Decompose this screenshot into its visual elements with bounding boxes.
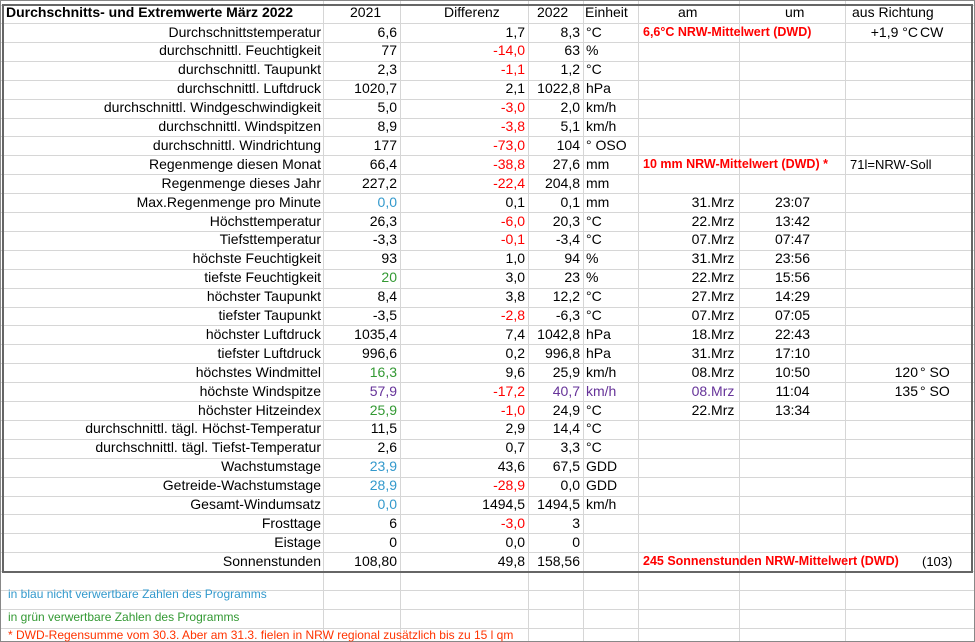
value-2021[interactable]: 108,80: [354, 552, 397, 569]
row-label: höchster Luftdruck: [205, 325, 321, 342]
value-2022[interactable]: 14,4: [552, 420, 580, 437]
value-time: 15:56: [774, 269, 811, 286]
row-label: durchschnittl. tägl. Tiefst-Temperatur: [95, 439, 321, 456]
value-unit: °C: [586, 401, 602, 418]
value-time: 14:29: [774, 288, 811, 305]
value-2022[interactable]: 67,5: [552, 458, 580, 475]
row-label: höchstes Windmittel: [195, 363, 321, 380]
value-2021[interactable]: 996,6: [361, 344, 397, 361]
value-2022[interactable]: 0,1: [560, 193, 580, 210]
footnote: in blau nicht verwertbare Zahlen des Programms: [8, 587, 267, 601]
value-unit: km/h: [586, 363, 617, 380]
value-direction-text: CW: [920, 23, 944, 40]
value-direction-text: ° SO: [920, 363, 950, 380]
value-2022[interactable]: 0: [572, 533, 580, 550]
row-label: Tiefsttemperatur: [219, 231, 321, 248]
row-label: tiefste Feuchtigkeit: [204, 269, 321, 286]
value-2022[interactable]: 158,56: [537, 552, 580, 569]
header-dir: aus Richtung: [852, 4, 934, 20]
value-2021[interactable]: 11,5: [370, 420, 397, 437]
value-time: 07:47: [774, 231, 811, 248]
row-label: durchschnittl. tägl. Höchst-Temperatur: [85, 420, 321, 437]
value-2021[interactable]: 20: [381, 269, 397, 286]
value-unit: mm: [586, 155, 610, 172]
value-direction-text: ° SO: [920, 382, 950, 399]
value-2022[interactable]: 24,9: [552, 401, 580, 418]
value-2021[interactable]: 1020,7: [354, 80, 397, 97]
value-unit: mm: [586, 174, 610, 191]
value-unit: hPa: [586, 344, 611, 361]
value-2022[interactable]: 204,8: [544, 174, 580, 191]
header-y2021: 2021: [350, 4, 382, 20]
value-difference[interactable]: -0,1: [500, 231, 525, 248]
row-label: Max.Regenmenge pro Minute: [136, 193, 321, 210]
value-difference[interactable]: -3,8: [500, 118, 525, 134]
value-2022[interactable]: -3,4: [555, 231, 580, 248]
value-2021[interactable]: 93: [381, 250, 397, 267]
value-unit: °C: [586, 288, 602, 305]
row-label: Eistage: [274, 533, 321, 550]
value-unit: km/h: [586, 99, 617, 116]
value-2022[interactable]: 5,1: [560, 118, 580, 134]
value-2022[interactable]: 20,3: [552, 212, 580, 229]
value-difference[interactable]: -6,0: [500, 212, 525, 229]
value-2022[interactable]: 0,0: [560, 477, 580, 494]
row-label: Wachstumstage: [221, 458, 321, 475]
reference-note: 245 Sonnenstunden NRW-Mittelwert (DWD): [643, 553, 899, 568]
value-date: 31.Mrz: [691, 193, 735, 210]
value-2021[interactable]: 8,4: [377, 288, 397, 305]
value-unit: mm: [586, 193, 610, 210]
value-direction-text: 71l=NRW-Soll: [850, 156, 932, 172]
value-2021[interactable]: 0: [389, 533, 397, 550]
value-date: 08.Mrz: [691, 363, 735, 380]
value-time: 13:34: [774, 401, 811, 418]
value-difference[interactable]: 0,0: [505, 533, 525, 550]
row-label: höchster Taupunkt: [206, 288, 321, 305]
value-2021[interactable]: 8,9: [377, 118, 397, 134]
value-2021[interactable]: 23,9: [369, 458, 397, 475]
value-2022[interactable]: 1494,5: [537, 496, 580, 512]
value-time: 23:07: [774, 193, 811, 210]
value-unit: GDD: [586, 458, 618, 475]
value-2021[interactable]: 25,9: [369, 401, 397, 418]
value-2021[interactable]: 57,9: [369, 382, 397, 399]
value-direction-text: (103): [922, 553, 953, 569]
value-2022[interactable]: 25,9: [552, 363, 580, 380]
row-label: Gesamt-Windumsatz: [190, 496, 321, 512]
value-difference[interactable]: -22,4: [493, 174, 525, 191]
value-2021[interactable]: 227,2: [361, 174, 397, 191]
value-2021[interactable]: -3,5: [372, 307, 397, 323]
value-date: 22.Mrz: [691, 212, 735, 229]
value-2021[interactable]: -3,3: [372, 231, 397, 248]
value-2022[interactable]: 8,3: [560, 23, 580, 40]
value-2021[interactable]: 66,4: [369, 155, 397, 172]
value-date: 22.Mrz: [691, 269, 735, 286]
reference-note: 10 mm NRW-Mittelwert (DWD) *: [643, 156, 828, 171]
row-label: Regenmenge diesen Monat: [148, 155, 321, 172]
value-2022[interactable]: 1,2: [560, 61, 580, 78]
value-2022[interactable]: 12,2: [552, 288, 580, 305]
value-2021[interactable]: 16,3: [369, 363, 397, 380]
value-2022[interactable]: 3,3: [560, 439, 580, 456]
value-2021[interactable]: 2,6: [377, 439, 397, 456]
value-difference[interactable]: -17,2: [493, 382, 525, 399]
row-label: durchschnittl. Luftdruck: [177, 80, 321, 97]
row-label: Höchsttemperatur: [209, 212, 321, 229]
value-time: 10:50: [774, 363, 811, 380]
value-2021[interactable]: 6,6: [377, 23, 397, 40]
value-unit: ° OSO: [586, 136, 627, 153]
value-date: 07.Mrz: [691, 307, 735, 323]
value-unit: %: [586, 42, 599, 59]
value-date: 08.Mrz: [691, 382, 735, 399]
value-time: 07:05: [774, 307, 811, 323]
value-2021[interactable]: 1035,4: [354, 325, 397, 342]
value-difference[interactable]: 1,7: [505, 23, 525, 40]
value-time: 22:43: [774, 325, 811, 342]
row-label: Regenmenge dieses Jahr: [161, 174, 321, 191]
value-difference[interactable]: -3,0: [500, 514, 525, 531]
value-2021[interactable]: 5,0: [377, 99, 397, 116]
row-label: durchschnittl. Taupunkt: [178, 61, 321, 78]
value-2021[interactable]: 77: [381, 42, 397, 59]
value-difference[interactable]: -28,9: [493, 477, 525, 494]
row-label: durchschnittl. Windspitzen: [158, 118, 321, 134]
value-2021[interactable]: 177: [373, 136, 397, 153]
value-2021[interactable]: 0,0: [377, 496, 397, 512]
value-direction-number: +1,9 °C: [870, 23, 918, 40]
value-unit: °C: [586, 231, 602, 248]
footnote: * DWD-Regensumme vom 30.3. Aber am 31.3. fielen in NRW regional zusätzlich bis zu 15 l qm: [8, 628, 514, 642]
value-unit: %: [586, 250, 599, 267]
value-2022[interactable]: 23: [564, 269, 580, 286]
sheet-title: Durchschnitts- und Extremwerte März 2022: [6, 4, 294, 20]
header-um: um: [785, 4, 805, 20]
value-unit: °C: [586, 420, 602, 437]
row-label: Sonnenstunden: [222, 552, 321, 569]
value-2021[interactable]: 6: [389, 514, 397, 531]
value-difference[interactable]: 3,8: [505, 288, 525, 305]
value-2022[interactable]: 94: [564, 250, 580, 267]
value-2022[interactable]: 2,0: [560, 99, 580, 116]
value-difference[interactable]: 1494,5: [482, 496, 525, 512]
row-label: höchste Feuchtigkeit: [192, 250, 321, 267]
value-date: 22.Mrz: [691, 401, 735, 418]
value-difference[interactable]: 0,1: [505, 193, 525, 210]
value-difference[interactable]: -3,0: [500, 99, 525, 116]
value-2021[interactable]: 2,3: [377, 61, 397, 78]
value-time: 23:56: [774, 250, 811, 267]
value-difference[interactable]: -73,0: [493, 136, 525, 153]
value-unit: °C: [586, 307, 602, 323]
value-date: 07.Mrz: [691, 231, 735, 248]
value-difference[interactable]: 9,6: [505, 363, 525, 380]
row-label: tiefster Taupunkt: [218, 307, 321, 323]
header-diff: Differenz: [444, 4, 500, 20]
value-2022[interactable]: 1022,8: [537, 80, 580, 97]
value-date: 31.Mrz: [691, 344, 735, 361]
value-time: 13:42: [774, 212, 811, 229]
value-2022[interactable]: -6,3: [555, 307, 580, 323]
value-difference[interactable]: -1,1: [500, 61, 525, 78]
value-2022[interactable]: 40,7: [552, 382, 580, 399]
footnote: in grün verwertbare Zahlen des Programms: [8, 610, 240, 624]
value-difference[interactable]: 49,8: [497, 552, 525, 569]
value-difference[interactable]: 43,6: [497, 458, 525, 475]
value-difference[interactable]: 2,1: [505, 80, 525, 97]
value-difference[interactable]: -1,0: [500, 401, 525, 418]
value-difference[interactable]: 0,2: [505, 344, 525, 361]
value-unit: km/h: [586, 496, 617, 512]
value-2022[interactable]: 3: [572, 514, 580, 531]
value-2021[interactable]: 0,0: [377, 193, 397, 210]
value-difference[interactable]: 0,7: [505, 439, 525, 456]
header-unit: Einheit: [585, 4, 628, 20]
value-2021[interactable]: 26,3: [369, 212, 397, 229]
value-unit: °C: [586, 61, 602, 78]
value-difference[interactable]: 1,0: [505, 250, 525, 267]
value-date: 18.Mrz: [691, 325, 735, 342]
value-difference[interactable]: 2,9: [505, 420, 525, 437]
header-am: am: [678, 4, 698, 20]
row-label: höchster Hitzeindex: [198, 401, 321, 418]
row-label: Durchschnittstemperatur: [168, 23, 321, 40]
row-label: Getreide-Wachstumstage: [162, 477, 321, 494]
value-2021[interactable]: 28,9: [369, 477, 397, 494]
value-unit: °C: [586, 212, 602, 229]
value-time: 17:10: [774, 344, 811, 361]
value-2022[interactable]: 1042,8: [537, 325, 580, 342]
row-label: durchschnittl. Windrichtung: [152, 136, 321, 153]
value-unit: km/h: [586, 382, 617, 399]
value-2022[interactable]: 27,6: [552, 155, 580, 172]
reference-note: 6,6°C NRW-Mittelwert (DWD): [643, 24, 812, 39]
value-2022[interactable]: 104: [556, 136, 580, 153]
row-label: höchste Windspitze: [199, 382, 321, 399]
value-date: 27.Mrz: [691, 288, 735, 305]
value-difference[interactable]: 3,0: [505, 269, 525, 286]
value-unit: hPa: [586, 325, 611, 342]
value-direction-number: 135: [894, 382, 918, 399]
value-unit: %: [586, 269, 599, 286]
value-date: 31.Mrz: [691, 250, 735, 267]
row-label: tiefster Luftdruck: [217, 344, 321, 361]
value-2022[interactable]: 996,8: [544, 344, 580, 361]
header-y2022: 2022: [537, 4, 569, 20]
value-unit: GDD: [586, 477, 618, 494]
row-label: durchschnittl. Windgeschwindigkeit: [103, 99, 321, 116]
value-difference[interactable]: 7,4: [505, 325, 525, 342]
value-unit: km/h: [586, 118, 617, 134]
value-direction-number: 120: [894, 363, 918, 380]
value-unit: °C: [586, 439, 602, 456]
value-2022[interactable]: 63: [564, 42, 580, 59]
row-label: durchschnittl. Feuchtigkeit: [159, 42, 321, 59]
value-time: 11:04: [775, 382, 810, 399]
value-unit: °C: [586, 23, 602, 40]
row-label: Frosttage: [261, 514, 321, 531]
value-unit: hPa: [586, 80, 611, 97]
value-difference[interactable]: -14,0: [493, 42, 525, 59]
value-difference[interactable]: -2,8: [500, 307, 525, 323]
value-difference[interactable]: -38,8: [493, 155, 525, 172]
